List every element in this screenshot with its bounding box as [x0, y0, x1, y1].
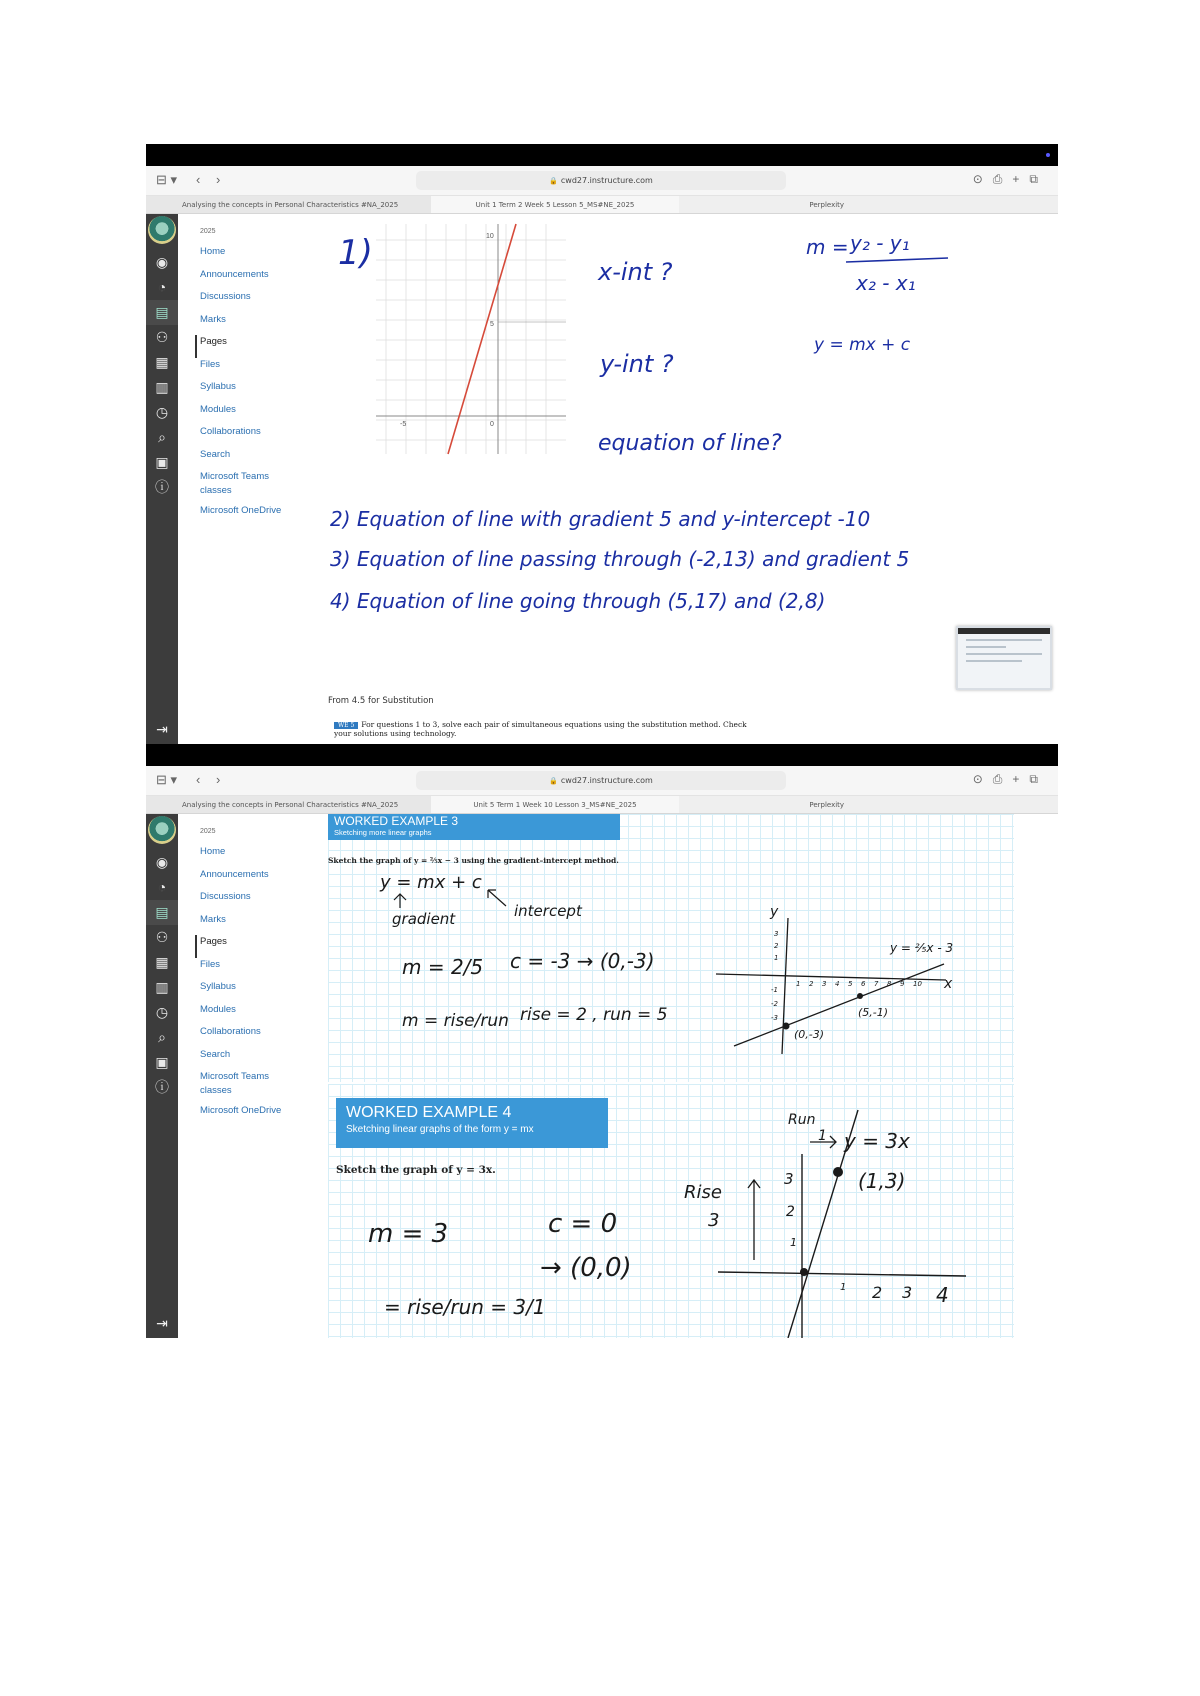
course-nav	[178, 814, 328, 1338]
we3-y-tick: -3	[771, 1014, 778, 1022]
question-1-label: 1)	[338, 233, 373, 273]
screenshot-1	[146, 144, 1058, 744]
we3-title: WORKED EXAMPLE 3	[334, 814, 459, 828]
course-nav-discussions[interactable]: Discussions	[200, 291, 251, 302]
we4-x-tick: 2	[872, 1283, 883, 1302]
we3-y-tick: -2	[771, 1000, 778, 1008]
we4-y-tick: 1	[790, 1236, 797, 1249]
note-line-form: y = mx + c	[814, 335, 911, 355]
we3-question: Sketch the graph of y = ²⁄₅x − 3 using the gradient–intercept method.	[328, 856, 619, 865]
we3-x-tick: 3	[822, 980, 827, 988]
we4-run-value: 1	[818, 1128, 827, 1144]
course-nav-syllabus[interactable]: Syllabus	[200, 981, 236, 992]
we3-x-tick: 10	[913, 980, 922, 988]
tab-unit-lesson[interactable]: Unit 5 Term 1 Week 10 Lesson 3_MS#NE_2025	[431, 796, 680, 813]
fraction-bar	[846, 258, 948, 262]
tab-unit-lesson[interactable]: Unit 1 Term 2 Week 5 Lesson 5_MS#NE_2025	[431, 196, 680, 213]
we4-note-rise-run: = rise/run = 3/1	[384, 1295, 546, 1319]
we3-point-label-2: (0,-3)	[794, 1028, 825, 1041]
calendar-icon[interactable]: ▦	[155, 354, 169, 370]
tabs-overview-icon[interactable]: ⧉	[1029, 172, 1048, 186]
groups-icon[interactable]: ⚇	[155, 929, 169, 945]
we4-run-label: Run	[788, 1112, 816, 1128]
tabs-overview-icon[interactable]: ⧉	[1029, 772, 1048, 786]
we4-point-1-3	[833, 1167, 843, 1177]
menu-bar	[146, 144, 1058, 166]
we3-y-axis	[782, 918, 788, 1054]
we4-title: WORKED EXAMPLE 4	[346, 1104, 512, 1121]
course-nav-home[interactable]: Home	[200, 246, 226, 257]
we4-graph-label: y = 3x	[844, 1129, 910, 1153]
we4-y-tick: 2	[786, 1204, 795, 1220]
course-nav-marks[interactable]: Marks	[200, 913, 226, 925]
we4-sketch	[684, 1110, 966, 1338]
tab-bar	[146, 196, 1058, 214]
we3-x-tick: 1	[796, 980, 801, 988]
we3-x-tick: 4	[835, 980, 840, 988]
forward-icon[interactable]: ›	[216, 172, 221, 187]
we3-axis-y: y	[770, 904, 779, 920]
help-icon[interactable]: ⓘ	[155, 1079, 169, 1095]
we3-note-m-rise-run: m = rise/run	[402, 1011, 509, 1031]
canvas-lms-area	[146, 214, 1058, 744]
thumbnail-line	[966, 646, 1006, 648]
url-text: cwd27.instructure.com	[560, 176, 653, 185]
course-nav-pages[interactable]: Pages	[195, 935, 328, 958]
groups-icon[interactable]: ⚇	[155, 329, 169, 345]
browser-toolbar	[146, 766, 1058, 796]
we4-note-m: m = 3	[368, 1219, 449, 1249]
we3-x-tick: 5	[848, 980, 853, 988]
share-icon[interactable]: ⎙	[992, 172, 1013, 186]
we4-x-axis	[718, 1272, 966, 1276]
screenshot-2	[146, 744, 1058, 1338]
inbox-icon[interactable]: ▥	[155, 979, 169, 995]
exercise-instruction	[334, 720, 754, 738]
y-tick-10: 10	[486, 233, 494, 240]
we4-point-label: (1,3)	[858, 1169, 906, 1193]
course-nav-marks[interactable]: Marks	[200, 313, 226, 325]
back-icon[interactable]: ‹	[196, 772, 201, 787]
canvas-lms-area	[146, 814, 1058, 1338]
course-nav-pages[interactable]: Pages	[195, 335, 328, 358]
we3-x-tick: 7	[874, 980, 879, 988]
we3-note-c: c = -3 → (0,-3)	[510, 949, 655, 973]
thumbnail-line	[966, 639, 1042, 641]
thumbnail-header	[958, 628, 1050, 634]
share-icon[interactable]: ⎙	[992, 772, 1013, 786]
browser-toolbar	[146, 166, 1058, 196]
note-m-equals: m =	[806, 235, 849, 259]
we3-x-tick: 2	[809, 980, 814, 988]
we4-x-tick: 3	[902, 1283, 913, 1302]
toolbar-actions[interactable]	[973, 772, 1048, 787]
course-nav-files[interactable]: Files	[200, 358, 221, 370]
note-question-4: 4) Equation of line going through (5,17) and (2,8)	[330, 589, 826, 613]
forward-icon[interactable]: ›	[216, 772, 221, 787]
tab-analysing[interactable]: Analysing the concepts in Personal Characteristics #NA_2025	[182, 801, 399, 809]
download-icon[interactable]: ⊙	[972, 772, 993, 786]
status-dot	[1046, 153, 1050, 157]
whiteboard-notes	[328, 214, 1058, 744]
from-section-text: From 4.5 for Substitution	[328, 696, 434, 706]
note-gradient-denominator: x₂ - x₁	[856, 271, 916, 295]
course-nav-onedrive[interactable]: Microsoft OneDrive	[200, 505, 282, 516]
course-year: 2025	[200, 828, 216, 835]
sidebar-toggle-icon[interactable]: ⊟ ▾	[156, 772, 178, 787]
new-tab-icon[interactable]: +	[1012, 772, 1030, 786]
we3-graph-label: y = ²⁄₅x - 3	[890, 941, 954, 955]
we4-rise-label: Rise	[684, 1182, 722, 1203]
url-text: cwd27.instructure.com	[560, 776, 653, 785]
course-nav-search[interactable]: Search	[200, 448, 231, 460]
address-bar[interactable]	[416, 771, 786, 790]
we3-subtitle: Sketching more linear graphs	[334, 828, 432, 837]
note-x-int: x-int ?	[598, 258, 673, 286]
course-nav-home[interactable]: Home	[200, 846, 226, 857]
course-nav-onedrive[interactable]: Microsoft OneDrive	[200, 1105, 282, 1116]
we3-note-rise-run: rise = 2 , run = 5	[520, 1005, 668, 1025]
global-nav	[146, 814, 178, 1338]
whiteboard-notes	[328, 814, 1058, 1338]
we3-point-second	[857, 993, 863, 999]
we3-point-intercept	[783, 1023, 790, 1030]
calendar-icon[interactable]: ▦	[155, 954, 169, 970]
address-bar[interactable]	[416, 171, 786, 190]
x-tick-neg5: -5	[400, 421, 407, 428]
course-nav-syllabus[interactable]: Syllabus	[200, 381, 236, 392]
we3-note-gradient: gradient	[392, 910, 456, 928]
instruction-text: For questions 1 to 3, solve each pair of simultaneous equations using the substitution method. Check your solutions using technology.	[334, 720, 747, 738]
history-icon[interactable]: ◷	[155, 1004, 169, 1020]
we4-question: Sketch the graph of y = 3x.	[336, 1164, 496, 1176]
new-tab-icon[interactable]: +	[1012, 172, 1030, 186]
search-icon[interactable]: ⌕	[158, 429, 166, 445]
note-question-3: 3) Equation of line passing through (-2,13) and gradient 5	[330, 547, 910, 571]
collapse-nav-icon[interactable]: ⇥	[156, 721, 168, 737]
we3-y-tick: 3	[774, 930, 779, 938]
help-icon[interactable]: ⓘ	[155, 479, 169, 495]
we3-note-m: m = 2/5	[402, 955, 484, 979]
we3-axis-x: x	[944, 976, 953, 992]
we3-y-tick: 2	[774, 942, 779, 950]
course-nav-search[interactable]: Search	[200, 1048, 231, 1060]
note-gradient-numerator: y₂ - y₁	[850, 231, 910, 255]
page-content	[328, 214, 1058, 744]
history-icon[interactable]: ◷	[155, 404, 169, 420]
we4-note-point: → (0,0)	[540, 1253, 632, 1283]
school-logo[interactable]	[148, 816, 176, 844]
course-nav-modules[interactable]: Modules	[200, 403, 236, 415]
course-nav	[178, 214, 328, 744]
course-nav-files[interactable]: Files	[200, 958, 221, 970]
we3-x-tick: 8	[887, 980, 892, 988]
we4-y-tick: 3	[784, 1170, 794, 1188]
dashboard-icon[interactable]: ◔	[157, 879, 167, 895]
we3-x-tick: 6	[861, 980, 866, 988]
toolbar-actions[interactable]	[973, 172, 1048, 187]
lock-icon: 🔒	[549, 777, 558, 785]
we3-line	[734, 964, 944, 1046]
origin-label: 0	[490, 421, 494, 428]
tab-perplexity[interactable]: Perplexity	[679, 796, 1058, 813]
menu-bar	[146, 744, 1058, 766]
courses-icon[interactable]: ▤	[146, 300, 178, 325]
we3-sketch	[716, 904, 953, 1054]
account-icon[interactable]: ◉	[155, 854, 169, 870]
screen-preview-thumbnail[interactable]	[956, 626, 1052, 690]
tab-analysing[interactable]: Analysing the concepts in Personal Characteristics #NA_2025	[182, 201, 399, 209]
we4-note-c: c = 0	[548, 1209, 618, 1239]
account-icon[interactable]: ◉	[155, 254, 169, 270]
course-year: 2025	[200, 228, 216, 235]
tab-perplexity[interactable]: Perplexity	[679, 196, 1058, 213]
we-badge: WE 5	[334, 722, 358, 729]
global-nav	[146, 214, 178, 744]
we4-subtitle: Sketching linear graphs of the form y = mx	[346, 1124, 534, 1135]
y-tick-5: 5	[490, 321, 494, 328]
sidebar-toggle-icon[interactable]: ⊟ ▾	[156, 172, 178, 187]
school-logo[interactable]	[148, 216, 176, 244]
lock-icon: 🔒	[549, 177, 558, 185]
note-equation: equation of line?	[598, 431, 782, 456]
course-nav-modules[interactable]: Modules	[200, 1003, 236, 1015]
search-icon[interactable]: ⌕	[158, 1029, 166, 1045]
we3-y-tick: -1	[771, 986, 778, 994]
dashboard-icon[interactable]: ◔	[157, 279, 167, 295]
we3-note-form: y = mx + c	[380, 872, 482, 893]
graph-1	[376, 224, 566, 454]
course-nav-collaborations[interactable]: Collaborations	[200, 1026, 261, 1037]
course-nav-discussions[interactable]: Discussions	[200, 891, 251, 902]
course-nav-teams[interactable]: Microsoft Teams classes	[200, 471, 269, 496]
collapse-nav-icon[interactable]: ⇥	[156, 1315, 168, 1331]
studio-icon[interactable]: ▣	[155, 1054, 169, 1070]
thumbnail-line	[966, 653, 1042, 655]
we4-rise-value: 3	[708, 1210, 720, 1231]
note-y-int: y-int ?	[600, 350, 674, 378]
course-nav-announcements[interactable]: Announcements	[200, 868, 269, 880]
we4-x-tick: 4	[936, 1283, 949, 1307]
we4-x-tick: 1	[840, 1282, 847, 1293]
tab-bar	[146, 796, 1058, 814]
page-content	[328, 814, 1058, 1338]
courses-icon[interactable]: ▤	[146, 900, 178, 925]
course-nav-collaborations[interactable]: Collaborations	[200, 426, 261, 437]
inbox-icon[interactable]: ▥	[155, 379, 169, 395]
course-nav-announcements[interactable]: Announcements	[200, 268, 269, 280]
we3-point-label-1: (5,-1)	[858, 1006, 889, 1019]
course-nav-teams[interactable]: Microsoft Teams classes	[200, 1071, 269, 1096]
download-icon[interactable]: ⊙	[972, 172, 993, 186]
back-icon[interactable]: ‹	[196, 172, 201, 187]
studio-icon[interactable]: ▣	[155, 454, 169, 470]
we4-point-origin	[800, 1268, 808, 1276]
note-question-2: 2) Equation of line with gradient 5 and y-intercept -10	[330, 507, 871, 531]
we3-y-tick: 1	[774, 954, 779, 962]
we3-x-tick: 9	[900, 980, 905, 988]
we3-note-intercept: intercept	[514, 902, 582, 920]
thumbnail-line	[966, 660, 1022, 662]
